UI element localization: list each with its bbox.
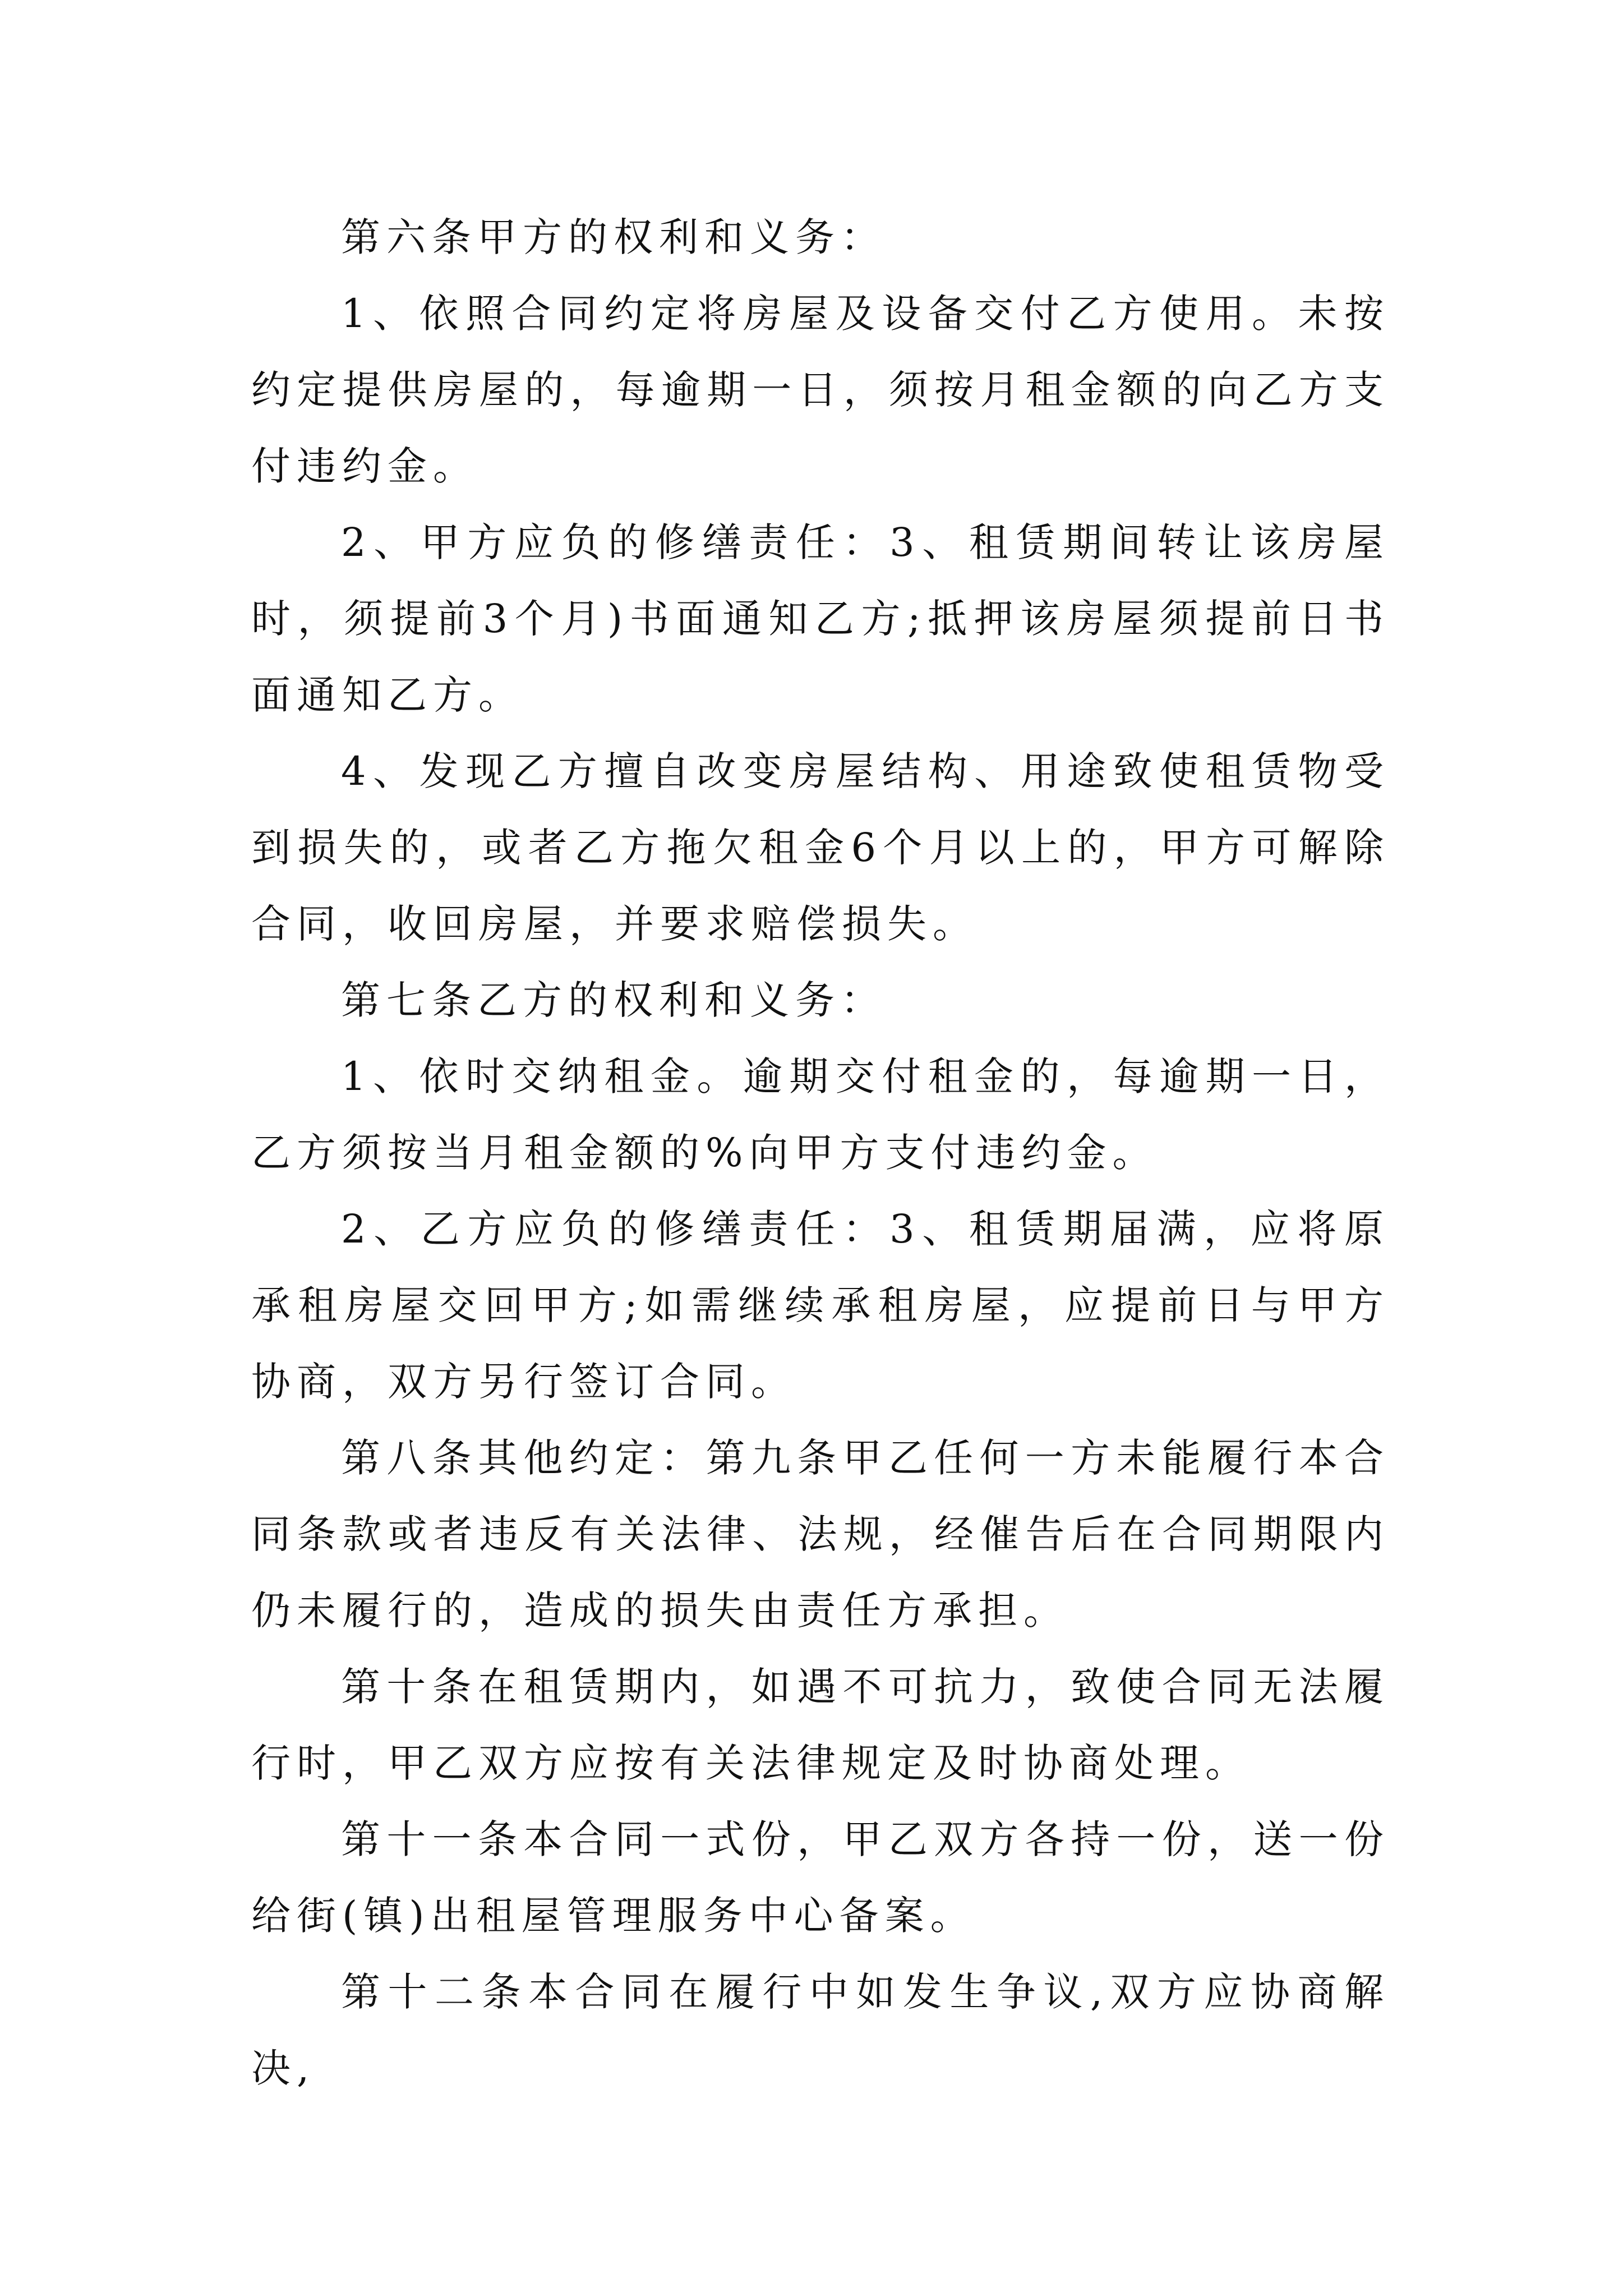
- clause-6-item-1: 1、依照合同约定将房屋及设备交付乙方使用。未按约定提供房屋的，每逾期一日，须按月租金额的向乙方支付违约金。: [251, 291, 1390, 489]
- clause-6-item-2-3: 2、甲方应负的修缮责任：3、租赁期间转让该房屋时，须提前3个月)书面通知乙方;抵押该房屋须提前日书面通知乙方。: [251, 519, 1390, 718]
- clause-12: 第十二条本合同在履行中如发生争议,双方应协商解决,: [251, 1969, 1390, 2091]
- clause-11: 第十一条本合同一式份，甲乙双方各持一份，送一份给街(镇)出租屋管理服务中心备案。: [251, 1816, 1390, 1939]
- clause-10: 第十条在租赁期内，如遇不可抗力，致使合同无法履行时，甲乙双方应按有关法律规定及时协商处理。: [251, 1664, 1390, 1786]
- clause-7-item-2-3: 2、乙方应负的修缮责任：3、租赁期届满，应将原承租房屋交回甲方;如需继续承租房屋，应提前日与甲方协商，双方另行签订合同。: [251, 1206, 1390, 1405]
- clause-7-item-1: 1、依时交纳租金。逾期交付租金的，每逾期一日，乙方须按当月租金额的%向甲方支付违约金。: [251, 1053, 1390, 1176]
- clause-6-heading: 第六条甲方的权利和义务：: [341, 214, 886, 260]
- clause-6-item-4: 4、发现乙方擅自改变房屋结构、用途致使租赁物受到损失的，或者乙方拖欠租金6个月以上的，甲方可解除合同，收回房屋，并要求赔偿损失。: [251, 748, 1390, 947]
- clause-8-9: 第八条其他约定：第九条甲乙任何一方未能履行本合同条款或者违反有关法律、法规，经催告后在合同期限内仍未履行的，造成的损失由责任方承担。: [251, 1435, 1390, 1634]
- clause-7-heading: 第七条乙方的权利和义务：: [341, 977, 886, 1023]
- document-body: [251, 199, 1390, 2106]
